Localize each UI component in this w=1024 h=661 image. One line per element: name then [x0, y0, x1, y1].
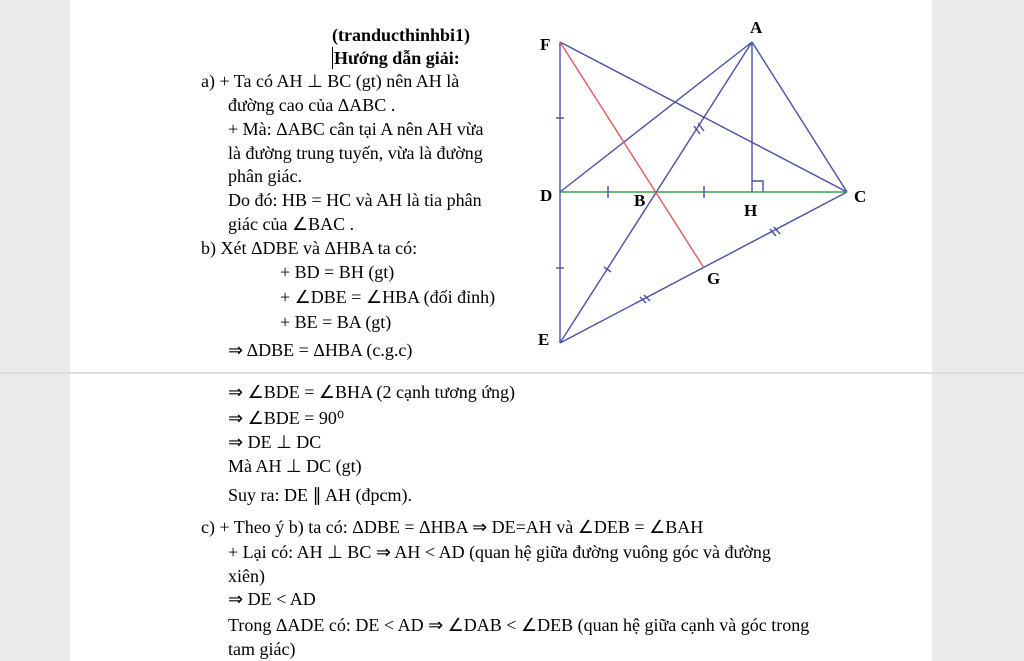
- label-g: G: [707, 269, 721, 288]
- text-line: ⇒ ∠BDE = 90⁰: [228, 408, 345, 428]
- segment-ad: [560, 42, 752, 192]
- text-line: Trong ΔADE có: DE < AD ⇒ ∠DAB < ∠DEB (quan hệ giữa cạnh và góc trong: [228, 615, 810, 635]
- text-line: + BE = BA (gt): [280, 312, 392, 332]
- segment-ac: [752, 42, 847, 192]
- text-line: Mà AH ⊥ DC (gt): [228, 456, 362, 476]
- author-tag: (tranducthinhbi1): [332, 25, 471, 45]
- text-line: ⇒ ΔDBE = ΔHBA (c.g.c): [228, 340, 413, 360]
- label-b: B: [634, 191, 646, 210]
- text-line: Suy ra: DE ∥ AH (đpcm).: [228, 485, 412, 505]
- label-a: A: [750, 18, 763, 37]
- label-d: D: [540, 186, 553, 205]
- text-line: Do đó: HB = HC và AH là tia phân: [228, 190, 482, 210]
- label-c: C: [854, 187, 867, 206]
- text-line: + Mà: ΔABC cân tại A nên AH vừa: [228, 119, 484, 139]
- label-e: E: [538, 330, 550, 349]
- label-h: H: [744, 201, 758, 220]
- text-line: c) + Theo ý b) ta có: ΔDBE = ΔHBA ⇒ DE=AH và ∠DEB = ∠BAH: [201, 517, 704, 537]
- text-line: b) Xét ΔDBE và ΔHBA ta có:: [201, 238, 418, 258]
- text-line: ⇒ ∠BDE = ∠BHA (2 cạnh tương ứng): [228, 382, 516, 402]
- text-line: xiên): [228, 566, 265, 586]
- text-line: ⇒ DE ⊥ DC: [228, 432, 322, 452]
- segment-fg: [560, 42, 704, 268]
- text-line: a) + Ta có AH ⊥ BC (gt) nên AH là: [201, 71, 460, 91]
- right-angle-mark: [752, 181, 763, 192]
- text-line: giác của ∠BAC .: [228, 214, 355, 234]
- text-line: đường cao của ΔABC .: [228, 95, 396, 115]
- text-line: + Lại có: AH ⊥ BC ⇒ AH < AD (quan hệ giữa đường vuông góc và đường: [228, 542, 771, 562]
- text-line: ⇒ DE < AD: [228, 589, 316, 609]
- text-line: + BD = BH (gt): [280, 262, 395, 282]
- geometry-figure: [520, 10, 890, 360]
- text-line: phân giác.: [228, 166, 302, 186]
- label-f: F: [540, 35, 551, 54]
- text-line: + ∠DBE = ∠HBA (đối đỉnh): [280, 287, 496, 307]
- solution-heading: Hướng dẫn giải:: [334, 48, 460, 68]
- text-line: tam giác): [228, 639, 296, 659]
- text-line: là đường trung tuyến, vừa là đường: [228, 143, 483, 163]
